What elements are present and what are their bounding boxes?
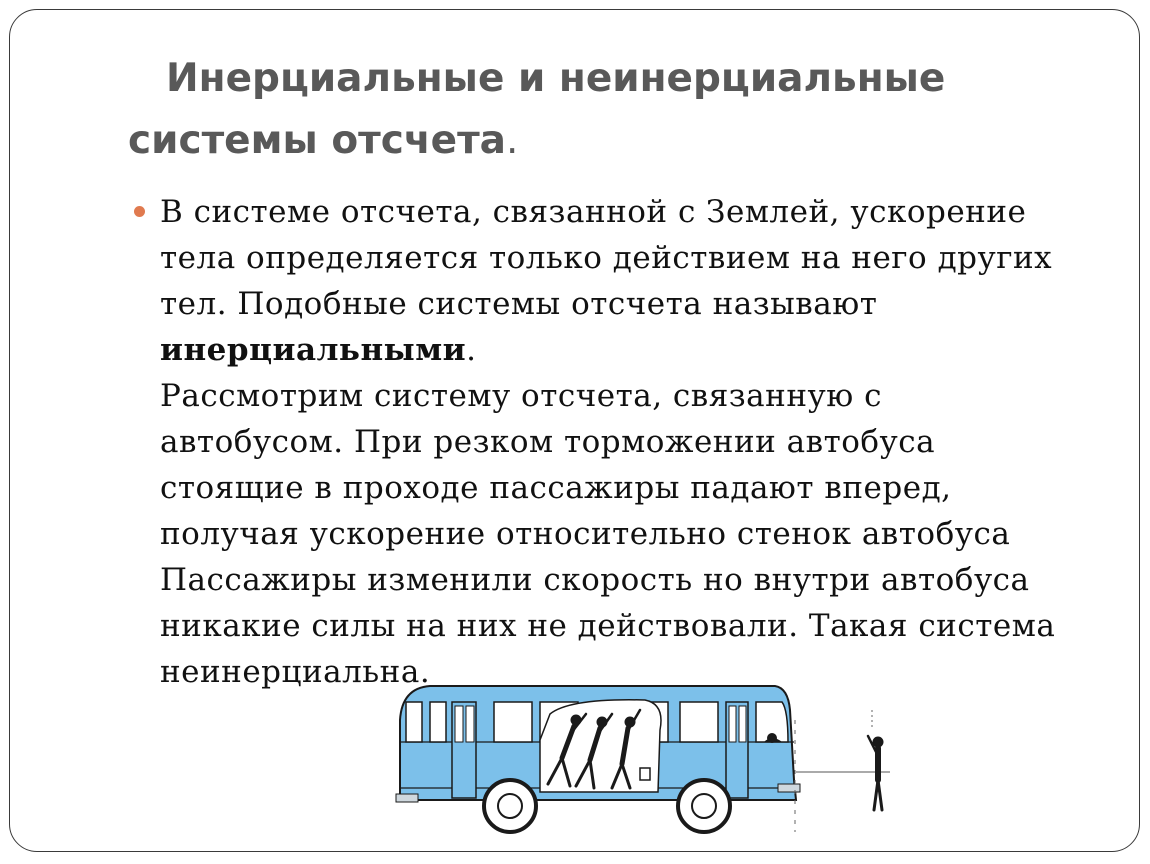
title-period: .: [506, 118, 519, 163]
slide-title: [128, 48, 1088, 172]
bus-illustration: [390, 680, 910, 836]
emphasis-period: .: [466, 332, 477, 368]
title-line-2: [128, 110, 1088, 172]
paragraph-line: Пассажиры изменили скорость но внутри автобуса: [160, 562, 1030, 598]
title-line-2-text: системы отсчета: [128, 118, 507, 163]
paragraph-line: тел. Подобные системы отсчета называют: [160, 286, 878, 322]
paragraph-line: стоящие в проходе пассажиры падают вперед,: [160, 470, 952, 506]
paragraph-line-emphasis: [160, 327, 1100, 373]
paragraph-line: тела определяется только действием на него других: [160, 240, 1053, 276]
paragraph-line: Рассмотрим систему отсчета, связанную с: [160, 378, 882, 414]
emphasis-term: инерциальными: [160, 332, 467, 368]
title-line-1: Инерциальные и неинерциальные: [166, 56, 946, 101]
paragraph-line: В системе отсчета, связанной с Землей, ускорение: [160, 194, 1027, 230]
bullet-marker: [134, 206, 145, 217]
paragraph-line: неинерциальна.: [160, 654, 431, 690]
observer-figure: [868, 736, 883, 810]
paragraph-line: получая ускорение относительно стенок автобуса: [160, 516, 1011, 552]
paragraph-line: автобусом. При резком торможении автобуса: [160, 424, 936, 460]
bus: [396, 686, 800, 802]
bullet-paragraph: [160, 189, 1100, 695]
paragraph-line: никакие силы на них не действовали. Такая система: [160, 608, 1056, 644]
